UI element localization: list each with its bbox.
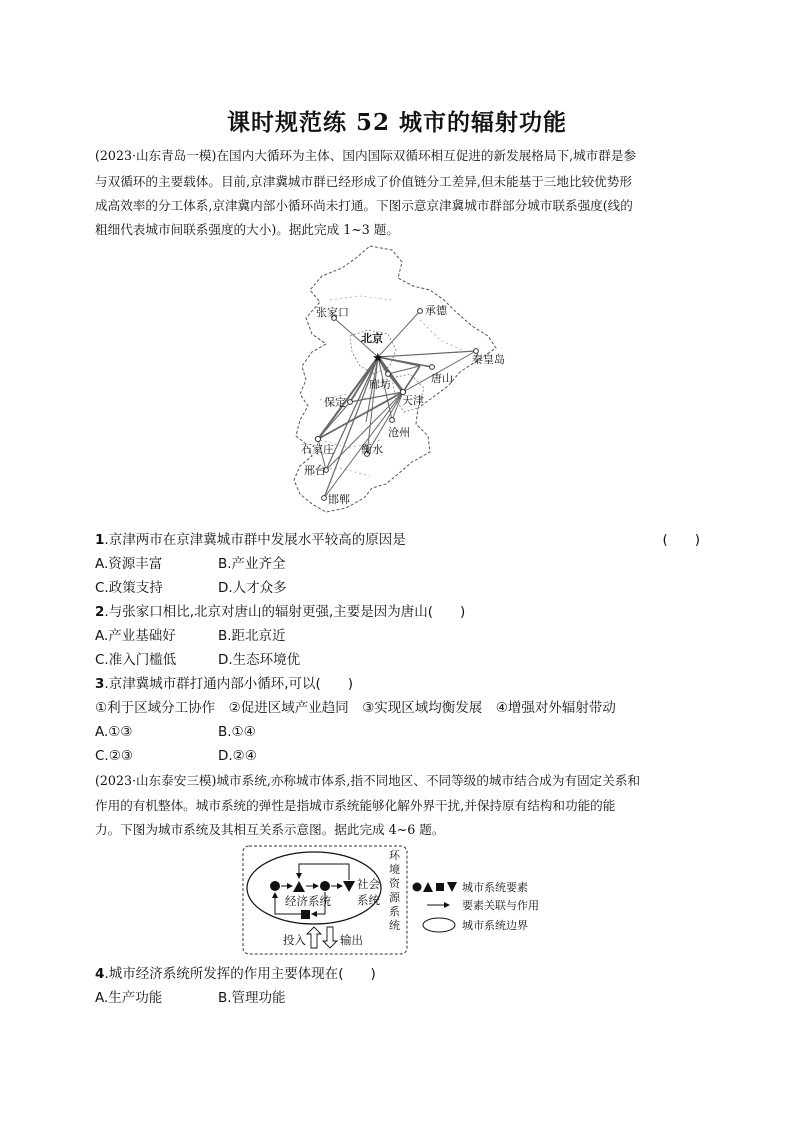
input-label: 投入 (283, 933, 306, 947)
q3-statements: ①利于区域分工协作 ②促进区域产业趋同 ③实现区域均衡发展 ④增强对外辐射带动 (95, 700, 616, 716)
question-1 (95, 528, 700, 552)
legend-ellipse-icon (423, 918, 455, 932)
legend-relation-label: 要素关联与作用 (462, 899, 539, 912)
q2-option-b[interactable]: B.距北京近 (218, 628, 286, 644)
legend-triangle-icon (423, 882, 433, 892)
label-tangshan: 唐山 (431, 372, 453, 385)
q3-option-a[interactable]: A.①③ (95, 724, 133, 740)
city-marker-langfang (386, 372, 391, 377)
city-marker-shijiazhuang (315, 436, 320, 441)
answer-bracket: ( ) (662, 532, 700, 548)
label-handan: 邯郸 (328, 493, 350, 506)
question-4-stem: .城市经济系统所发挥的作用主要体现在( ) (104, 966, 376, 982)
city-marker-handan (322, 496, 327, 501)
q2-option-a[interactable]: A.产业基础好 (95, 628, 176, 644)
intro1-line: (2023·山东青岛一模)在国内大循环为主体、国内国际双循环相互促进的新发展格局下,城市群是参 (95, 148, 637, 163)
q4-option-b[interactable]: B.管理功能 (218, 990, 286, 1006)
label-zhangjiakou: 张家口 (316, 306, 349, 319)
label-cangzhou: 沧州 (388, 426, 410, 439)
output-arrow-icon (323, 927, 337, 948)
element-inverted-triangle (343, 881, 355, 892)
element-circle-1 (270, 881, 280, 891)
env-label-char: 统 (389, 919, 400, 932)
question-2-number: 2 (95, 604, 105, 620)
element-square (301, 910, 310, 919)
legend-inverted-triangle-icon (447, 882, 457, 892)
q3-option-b[interactable]: B.①④ (218, 724, 256, 740)
input-arrow-icon (307, 927, 321, 948)
economic-system-label: 经济系统 (285, 894, 331, 908)
env-label-char: 境 (389, 863, 400, 876)
intro2-line: 力。下图为城市系统及其相互关系示意图。据此完成 4~6 题。 (95, 822, 445, 837)
q1-option-b[interactable]: B.产业齐全 (218, 556, 286, 572)
question-2-stem: .与张家口相比,北京对唐山的辐射更强,主要是因为唐山( ) (104, 604, 466, 620)
legend-elements-label: 城市系统要素 (462, 881, 528, 894)
jingjinji-city-linkage-map (285, 243, 515, 520)
question-3-stem: .京津冀城市群打通内部小循环,可以( ) (104, 676, 354, 692)
question-4-number: 4 (95, 966, 105, 982)
page-title: 课时规范练 52 城市的辐射功能 (226, 109, 568, 136)
legend-circle-icon (413, 883, 422, 892)
label-baoding: 保定 (324, 396, 346, 409)
intro1-line: 粗细代表城市间联系强度的大小)。据此完成 1~3 题。 (95, 222, 399, 237)
social-system-label-2: 系统 (357, 893, 380, 907)
city-marker-tangshan (430, 365, 435, 370)
question-3-number: 3 (95, 676, 105, 692)
label-tianjin: 天津 (402, 394, 424, 407)
city-marker-chengde (418, 309, 423, 314)
beijing-star-icon: ★ (372, 351, 384, 366)
question-4 (95, 962, 700, 986)
legend-boundary-label: 城市系统边界 (462, 919, 528, 932)
urban-system-diagram (240, 842, 560, 958)
q3-option-c[interactable]: C.②③ (95, 748, 133, 764)
q1-option-c[interactable]: C.政策支持 (95, 580, 163, 596)
env-label-char: 环 (389, 849, 400, 862)
q1-option-a[interactable]: A.资源丰富 (95, 556, 163, 572)
q4-option-a[interactable]: A.生产功能 (95, 990, 163, 1006)
element-circle-2 (320, 881, 330, 891)
output-label: 输出 (340, 933, 363, 947)
city-marker-baoding (348, 400, 353, 405)
question-1-number: 1 (95, 532, 105, 548)
question-2 (95, 600, 700, 624)
social-system-label-1: 社会 (357, 877, 380, 891)
intro2-line: (2023·山东泰安三模)城市系统,亦称城市体系,指不同地区、不同等级的城市结合成为有固定关系和 (95, 773, 641, 788)
label-shijiazhuang: 石家庄 (301, 443, 334, 456)
q3-option-d[interactable]: D.②④ (218, 748, 257, 764)
env-label-char: 系 (389, 905, 400, 918)
question-1-stem: .京津两市在京津冀城市群中发展水平较高的原因是 (104, 532, 406, 548)
q1-option-d[interactable]: D.人才众多 (218, 580, 287, 596)
label-chengde: 承德 (425, 304, 447, 317)
intro1-line: 与双循环的主要载体。目前,京津冀城市群已经形成了价值链分工差异,但未能基于三地比较优势形 (95, 174, 632, 189)
env-label-char: 源 (389, 891, 400, 904)
legend-square-icon (436, 883, 444, 891)
city-marker-cangzhou (390, 418, 395, 423)
label-xingtai: 邢台 (304, 464, 326, 477)
element-triangle (293, 881, 305, 892)
label-hengshui: 衡水 (361, 443, 383, 456)
q2-option-c[interactable]: C.准入门槛低 (95, 652, 177, 668)
env-label-char: 资 (389, 877, 400, 890)
intro1-line: 成高效率的分工体系,京津冀内部小循环尚未打通。下图示意京津冀城市群部分城市联系强度(线的 (95, 198, 633, 213)
label-beijing: 北京 (361, 332, 383, 345)
q2-option-d[interactable]: D.生态环境优 (218, 652, 301, 668)
intro2-line: 作用的有机整体。城市系统的弹性是指城市系统能够化解外界干扰,并保持原有结构和功能的能 (95, 798, 616, 813)
question-3 (95, 672, 700, 696)
label-langfang: 廊坊 (369, 378, 391, 391)
label-qinhuangdao: 秦皇岛 (472, 353, 505, 366)
